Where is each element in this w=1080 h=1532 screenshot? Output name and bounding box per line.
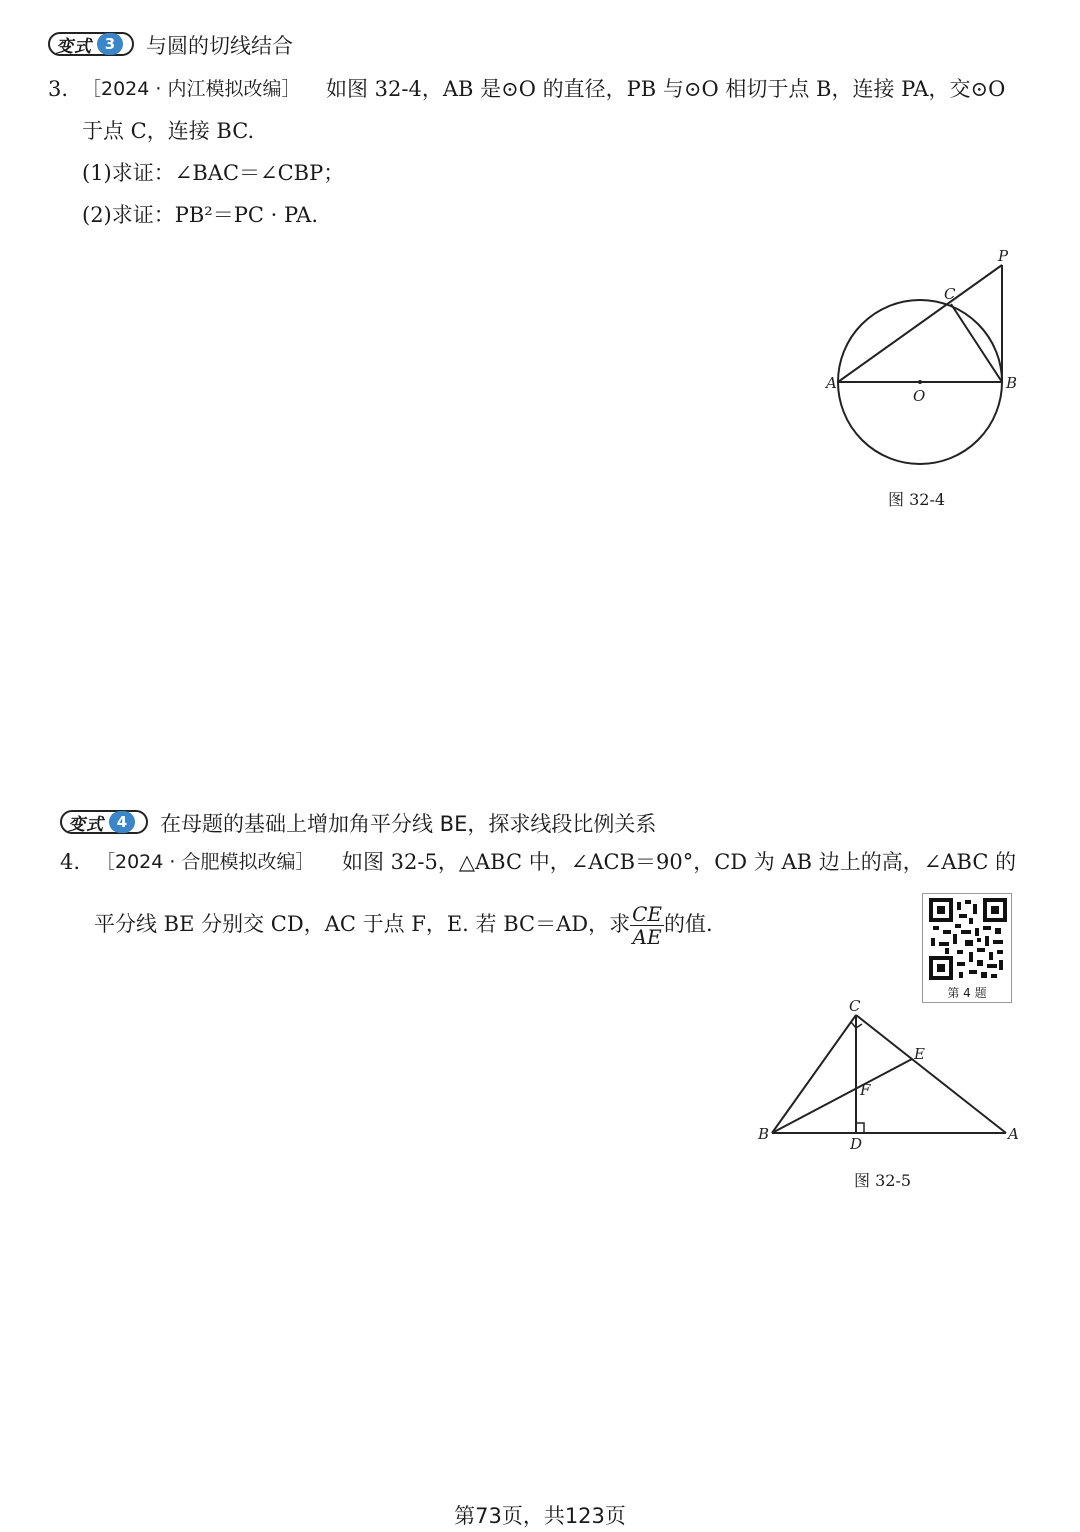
problem-4-line-1: 如图 32-5，△ABC 中，∠ACB＝90°，CD 为 AB 边上的高，∠ABC 的 (342, 850, 1017, 874)
qr-code-image (929, 898, 1007, 980)
page-footer: 第73页，共123页 (454, 1504, 626, 1528)
problem-3-part-2: (2)求证：PB²＝PC · PA. (82, 203, 318, 227)
label-a: A (1008, 1125, 1019, 1143)
problem-4-source: ［2024 · 合肥模拟改编］ (96, 851, 315, 873)
fraction-ce-ae (630, 903, 664, 948)
label-c: C (944, 285, 956, 303)
segment-bc (951, 304, 1002, 382)
problem-4-line-2 (94, 900, 713, 948)
side-bc (772, 1015, 856, 1133)
variant-3-title: 与圆的切线结合 (146, 34, 293, 58)
label-c: C (849, 997, 861, 1015)
fraction-denominator: AE (632, 925, 662, 949)
problem-3-source: ［2024 · 内江模拟改编］ (82, 78, 301, 100)
problem-4-number: 4. (60, 850, 81, 874)
center-dot (918, 380, 922, 384)
variant-3-badge-label: 变式 (56, 36, 92, 57)
label-a: A (826, 374, 837, 392)
label-b: B (758, 1125, 770, 1143)
figure-32-4-caption: 图 32-4 (888, 490, 946, 509)
problem-3-line-2: 于点 C，连接 BC. (82, 119, 255, 143)
problem-3-number: 3. (48, 77, 69, 101)
label-o: O (913, 387, 926, 405)
label-e: E (914, 1045, 925, 1063)
variant-4-badge-label: 变式 (68, 814, 104, 835)
fraction-numerator: CE (632, 902, 662, 926)
problem-3-part-1: (1)求证：∠BAC＝∠CBP； (82, 161, 345, 185)
qr-code[interactable] (922, 893, 1012, 1003)
figure-32-4 (820, 245, 1030, 485)
label-b: B (1006, 374, 1018, 392)
problem-3-line-1: 如图 32-4，AB 是⊙O 的直径，PB 与⊙O 相切于点 B，连接 PA，交⊙O (326, 77, 1006, 101)
bisector-be (772, 1059, 912, 1133)
variant-3-badge (48, 32, 134, 56)
problem-4-line-2-after: 的值. (664, 912, 713, 936)
qr-caption: 第 4 题 (947, 986, 987, 1000)
label-d: D (850, 1135, 863, 1153)
right-angle-mark-d (856, 1123, 864, 1133)
label-p: P (998, 247, 1009, 265)
problem-4-line-2-before: 平分线 BE 分别交 CD，AC 于点 F，E. 若 BC＝AD，求 (94, 912, 631, 936)
variant-4-badge (60, 810, 148, 834)
figure-32-5 (750, 995, 1030, 1155)
variant-4-title: 在母题的基础上增加角平分线 BE，探求线段比例关系 (160, 812, 657, 836)
variant-3-badge-number: 3 (97, 33, 123, 55)
variant-4-badge-number: 4 (109, 811, 135, 833)
label-f: F (860, 1081, 871, 1099)
side-ca (856, 1015, 1006, 1133)
figure-32-5-caption: 图 32-5 (854, 1171, 912, 1190)
